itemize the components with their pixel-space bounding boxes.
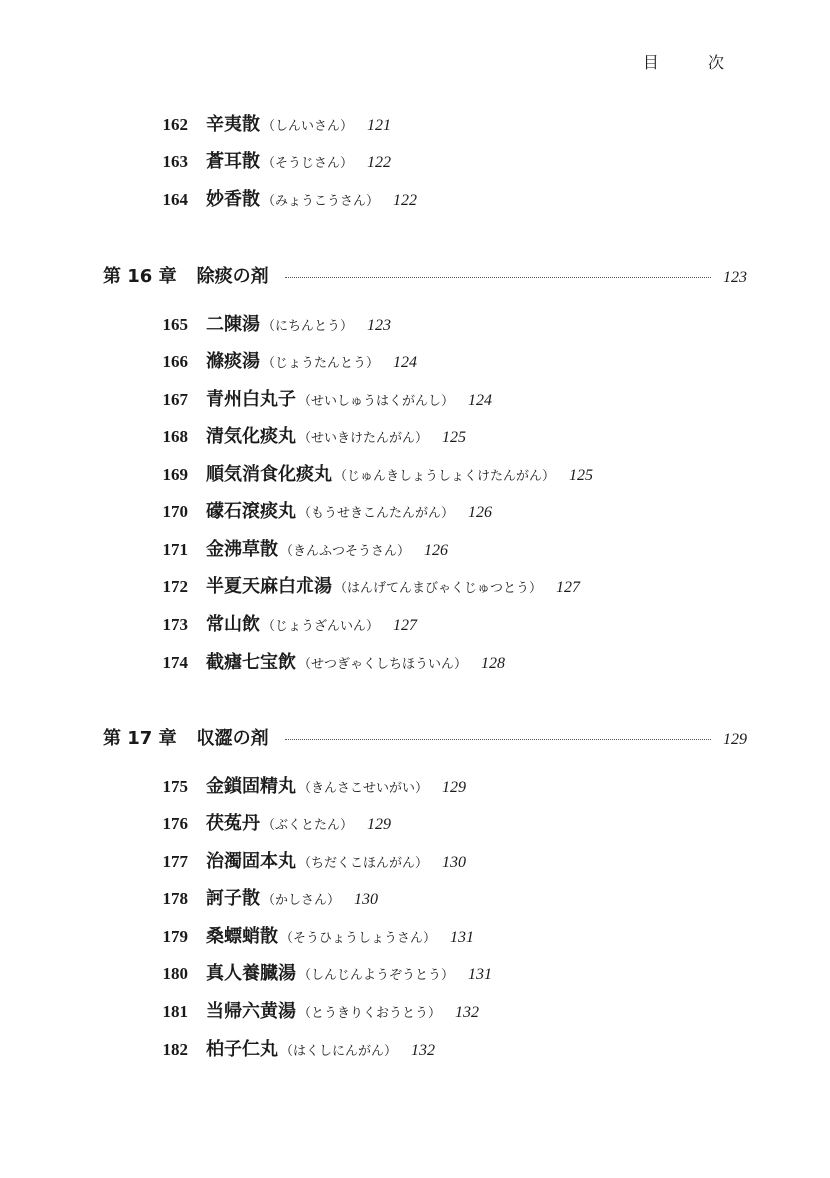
entry-page: 132 xyxy=(455,1004,480,1021)
entry-title: 滌痰湯 xyxy=(206,351,260,372)
dot-leader xyxy=(285,739,711,740)
toc-entry[interactable] xyxy=(150,310,391,336)
toc-entry[interactable] xyxy=(150,460,593,486)
chapter-title: 収澀の剤 xyxy=(196,728,269,749)
entry-reading: （そうひょうしょうさん） xyxy=(280,931,437,946)
entry-page: 130 xyxy=(442,854,467,871)
toc-entry[interactable] xyxy=(150,422,466,448)
entry-title: 妙香散 xyxy=(206,189,260,210)
entry-reading: （はくしにんがん） xyxy=(280,1044,398,1059)
entry-reading: （しんじんようぞうとう） xyxy=(298,968,455,983)
entry-title: 金鎖固精丸 xyxy=(206,776,296,797)
entry-number: 180 xyxy=(162,964,188,983)
entry-reading: （みょうこうさん） xyxy=(262,194,380,209)
entry-page: 128 xyxy=(481,655,506,672)
entry-number: 162 xyxy=(162,115,188,134)
entry-number: 173 xyxy=(162,615,188,634)
toc-entry[interactable] xyxy=(150,847,466,873)
toc-entry[interactable] xyxy=(150,572,580,598)
entry-page: 124 xyxy=(393,354,418,371)
entry-page: 126 xyxy=(424,542,449,559)
entry-reading: （しんいさん） xyxy=(262,119,354,134)
entry-title: 治濁固本丸 xyxy=(206,851,296,872)
entry-reading: （きんさこせいがい） xyxy=(298,781,429,796)
entry-title: 訶子散 xyxy=(206,888,260,909)
chapter-heading[interactable] xyxy=(103,724,747,750)
entry-page: 127 xyxy=(393,617,418,634)
entry-number: 166 xyxy=(162,352,188,371)
entry-title: 桑螵蛸散 xyxy=(206,926,278,947)
entry-title: 辛夷散 xyxy=(206,114,260,135)
toc-entry[interactable] xyxy=(150,959,492,985)
entry-number: 181 xyxy=(162,1002,188,1021)
toc-entry[interactable] xyxy=(150,648,505,674)
toc-entry[interactable] xyxy=(150,997,479,1023)
entry-title: 当帰六黄湯 xyxy=(206,1001,296,1022)
entry-reading: （ぶくとたん） xyxy=(262,818,354,833)
chapter-heading[interactable] xyxy=(103,262,747,288)
entry-number: 178 xyxy=(162,889,188,908)
dot-leader xyxy=(285,277,711,278)
entry-page: 132 xyxy=(411,1042,436,1059)
toc-entry[interactable] xyxy=(150,610,417,636)
entry-title: 二陳湯 xyxy=(206,314,260,335)
entry-title: 清気化痰丸 xyxy=(206,426,296,447)
entry-number: 165 xyxy=(162,315,188,334)
entry-number: 177 xyxy=(162,852,188,871)
entry-reading: （かしさん） xyxy=(262,893,341,908)
entry-title: 蒼耳散 xyxy=(206,151,260,172)
entry-title: 真人養臓湯 xyxy=(206,963,296,984)
entry-number: 168 xyxy=(162,427,188,446)
chapter-title: 除痰の剤 xyxy=(196,266,269,287)
entry-page: 125 xyxy=(569,467,594,484)
entry-title: 截瘧七宝飲 xyxy=(206,652,296,673)
entry-number: 176 xyxy=(162,814,188,833)
toc-entry[interactable] xyxy=(150,1035,435,1061)
entry-page: 122 xyxy=(367,154,392,171)
entry-reading: （せつぎゃくしちほういん） xyxy=(298,657,468,672)
toc-entry[interactable] xyxy=(150,497,492,523)
chapter-page: 129 xyxy=(723,731,747,748)
toc-entry[interactable] xyxy=(150,147,391,173)
entry-number: 170 xyxy=(162,502,188,521)
entry-number: 175 xyxy=(162,777,188,796)
entry-title: 順気消食化痰丸 xyxy=(206,464,332,485)
toc-entry[interactable] xyxy=(150,110,391,136)
entry-reading: （とうきりくおうとう） xyxy=(298,1006,442,1021)
entry-title: 青州白丸子 xyxy=(206,389,296,410)
entry-number: 163 xyxy=(162,152,188,171)
chapter-page: 123 xyxy=(723,269,747,286)
entry-title: 礞石滾痰丸 xyxy=(206,501,296,522)
entry-reading: （じゅんきしょうしょくけたんがん） xyxy=(334,469,556,484)
entry-page: 121 xyxy=(367,117,392,134)
entry-number: 169 xyxy=(162,465,188,484)
entry-page: 125 xyxy=(442,429,467,446)
entry-number: 174 xyxy=(162,653,188,672)
entry-page: 123 xyxy=(367,317,392,334)
entry-reading: （じょうたんとう） xyxy=(262,356,380,371)
entry-number: 182 xyxy=(162,1040,188,1059)
toc-entry[interactable] xyxy=(150,772,466,798)
entry-title: 常山飲 xyxy=(206,614,260,635)
entry-page: 127 xyxy=(556,579,581,596)
entry-title: 茯菟丹 xyxy=(206,813,260,834)
entry-page: 130 xyxy=(354,891,379,908)
toc-entry[interactable] xyxy=(150,385,492,411)
entry-reading: （せいきけたんがん） xyxy=(298,431,429,446)
entry-reading: （せいしゅうはくがんし） xyxy=(298,394,455,409)
toc-entry[interactable] xyxy=(150,185,417,211)
toc-entry[interactable] xyxy=(150,347,417,373)
entry-page: 124 xyxy=(468,392,493,409)
entry-page: 126 xyxy=(468,504,493,521)
entry-number: 172 xyxy=(162,577,188,596)
entry-number: 179 xyxy=(162,927,188,946)
entry-reading: （きんふつそうさん） xyxy=(280,544,411,559)
chapter-number: 第 16 章 xyxy=(103,266,177,287)
entry-reading: （もうせきこんたんがん） xyxy=(298,506,455,521)
entry-number: 164 xyxy=(162,190,188,209)
entry-title: 半夏天麻白朮湯 xyxy=(206,576,332,597)
toc-entry[interactable] xyxy=(150,922,474,948)
entry-reading: （じょうざんいん） xyxy=(262,619,380,634)
entry-page: 131 xyxy=(468,966,493,983)
entry-reading: （にちんとう） xyxy=(262,319,354,334)
running-header: 目 次 xyxy=(642,53,746,72)
entry-title: 金沸草散 xyxy=(206,539,278,560)
entry-reading: （ちだくこほんがん） xyxy=(298,856,429,871)
entry-page: 131 xyxy=(450,929,475,946)
entry-reading: （はんげてんまびゃくじゅつとう） xyxy=(334,581,543,596)
entry-number: 171 xyxy=(162,540,188,559)
entry-page: 122 xyxy=(393,192,418,209)
entry-page: 129 xyxy=(367,816,392,833)
entry-reading: （そうじさん） xyxy=(262,156,354,171)
toc-entry[interactable] xyxy=(150,884,378,910)
toc-entry[interactable] xyxy=(150,535,448,561)
entry-page: 129 xyxy=(442,779,467,796)
chapter-number: 第 17 章 xyxy=(103,728,177,749)
toc-entry[interactable] xyxy=(150,809,391,835)
entry-number: 167 xyxy=(162,390,188,409)
entry-title: 柏子仁丸 xyxy=(206,1039,278,1060)
